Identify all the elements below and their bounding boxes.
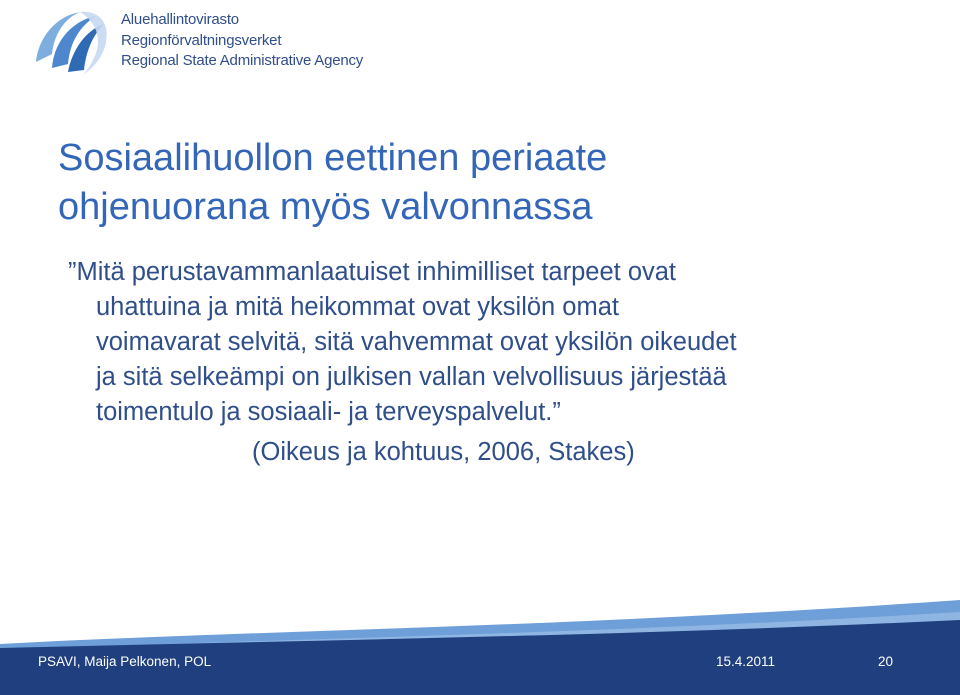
quote-text	[68, 255, 936, 430]
slide-title	[58, 134, 607, 232]
quote-citation: (Oikeus ja kohtuus, 2006, Stakes)	[252, 438, 635, 466]
org-name-sv: Regionförvaltningsverket	[121, 31, 282, 49]
quote-line: ”Mitä perustavammanlaatuiset inhimilliset tarpeet ovat	[68, 258, 677, 286]
quote-line: ja sitä selkeämpi on julkisen vallan velvollisuus järjestää	[96, 363, 727, 391]
footer-wave-decoration	[0, 600, 960, 695]
slide-title-line: Sosiaalihuollon eettinen periaate	[58, 137, 608, 179]
footer-page-number: 20	[878, 654, 894, 669]
quote-line: uhattuina ja mitä heikommat ovat yksilön omat	[96, 293, 619, 321]
org-name-en: Regional State Administrative Agency	[121, 52, 364, 69]
footer-date: 15.4.2011	[716, 654, 776, 669]
footer-author: PSAVI, Maija Pelkonen, POL	[38, 654, 212, 669]
quote-line: voimavarat selvitä, sitä vahvemmat ovat yksilön oikeudet	[96, 328, 737, 356]
quote-line: toimentulo ja sosiaali- ja terveyspalvelut.”	[96, 398, 561, 426]
org-name-fi: Aluehallintovirasto	[121, 11, 239, 28]
slide-title-line: ohjenuorana myös valvonnassa	[58, 186, 593, 228]
agency-logo-icon	[30, 6, 110, 78]
organization-names	[121, 10, 363, 72]
